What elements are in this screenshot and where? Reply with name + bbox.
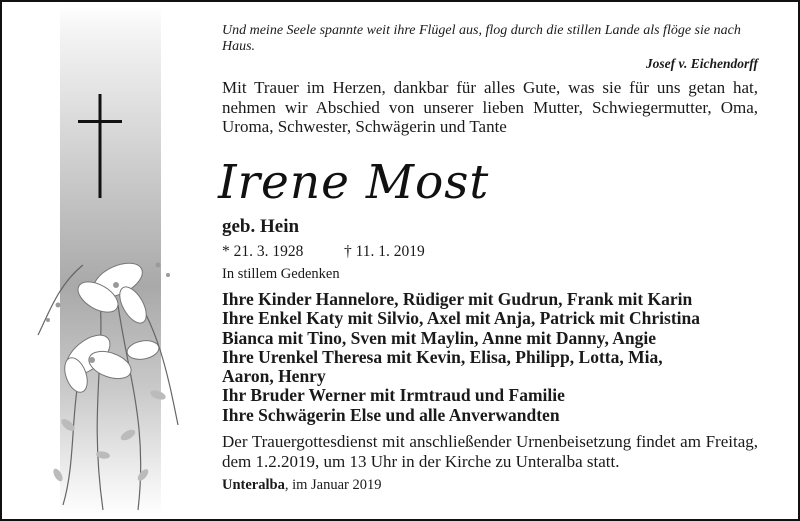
- mourner-line: Ihr Bruder Werner mit Irmtraud und Familie: [222, 385, 565, 406]
- place-town: Unteralba: [222, 477, 285, 493]
- service-notice: Der Trauergottesdienst mit anschließender Urnenbeisetzung findet am Freitag, dem 1.2.2019, um 13 Uhr in der Kirche zu Unteralba statt.: [222, 432, 758, 471]
- latin-cross-icon: [78, 94, 122, 198]
- birth-date: * 21. 3. 1928: [222, 243, 304, 260]
- mourners-list: [222, 290, 758, 425]
- mourner-line: Ihre Urenkel Theresa mit Kevin, Elisa, Philipp, Lotta, Mia,: [222, 346, 663, 367]
- maiden-name: geb. Hein: [222, 216, 300, 237]
- intro-paragraph: Mit Trauer im Herzen, dankbar für alles Gute, was sie für uns getan hat, nehmen wir Abschied von unserer lieben Mutter, Schwiegermutter, Oma, Uroma, Schwester, Schwägerin und Tante: [222, 78, 758, 136]
- quote-author: Josef v. Eichendorff: [645, 56, 758, 71]
- mourner-line: Aaron, Henry: [222, 366, 326, 387]
- mourner-line: Ihre Schwägerin Else und alle Anverwandten: [222, 404, 560, 425]
- death-date: † 11. 1. 2019: [344, 243, 425, 260]
- memory-line: In stillem Gedenken: [222, 266, 340, 282]
- quote-text: Und meine Seele spannte weit ihre Flügel aus, flog durch die stillen Lande als flöge sie nach Haus.: [222, 23, 741, 54]
- lily-bouquet-icon: [28, 225, 198, 515]
- mourner-line: Ihre Kinder Hannelore, Rüdiger mit Gudrun, Frank mit Karin: [222, 289, 693, 309]
- place-date: , im Januar 2019: [284, 477, 382, 493]
- place-date-line: [222, 477, 382, 494]
- mourner-line: Bianca mit Tino, Sven mit Maylin, Anne mit Danny, Angie: [222, 327, 657, 348]
- mourner-line: Ihre Enkel Katy mit Silvio, Axel mit Anja, Patrick mit Christina: [222, 308, 701, 329]
- deceased-name: Irene Most: [218, 155, 490, 210]
